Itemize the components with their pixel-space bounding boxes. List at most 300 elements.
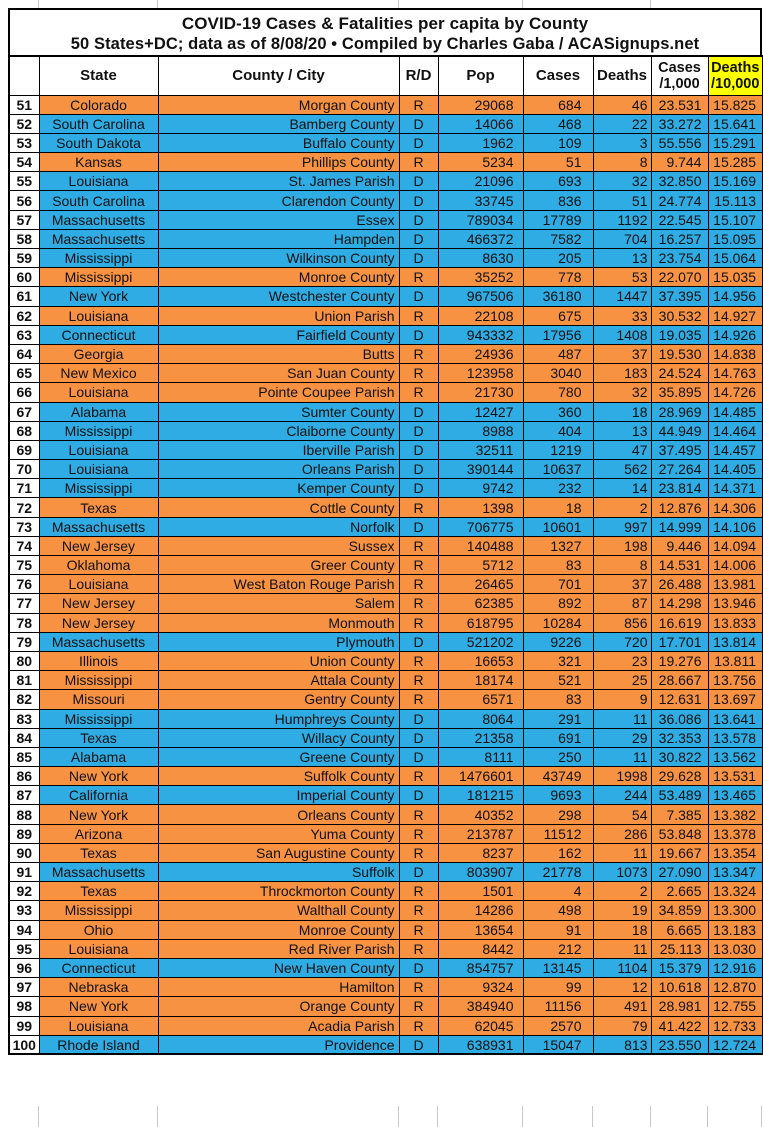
- deaths-cell: 32: [593, 383, 651, 402]
- party-cell: D: [399, 249, 438, 268]
- table-row: [9, 805, 763, 824]
- county-cell: Monroe County: [158, 268, 399, 287]
- cases-cell: 51: [523, 153, 593, 172]
- party-cell: R: [399, 997, 438, 1016]
- party-cell: R: [399, 498, 438, 517]
- deaths-per-10000-cell: 13.946: [708, 594, 763, 613]
- state-cell: Massachusetts: [39, 863, 158, 882]
- state-cell: Massachusetts: [39, 210, 158, 229]
- rank-cell: 64: [9, 344, 39, 363]
- deaths-cell: 813: [593, 1035, 651, 1054]
- county-cell: Throckmorton County: [158, 882, 399, 901]
- party-cell: D: [399, 191, 438, 210]
- table-row: [9, 556, 763, 575]
- pop-cell: 1398: [438, 498, 523, 517]
- cases-cell: 892: [523, 594, 593, 613]
- pop-cell: 21730: [438, 383, 523, 402]
- party-cell: R: [399, 978, 438, 997]
- deaths-cell: 2: [593, 882, 651, 901]
- rank-cell: 92: [9, 882, 39, 901]
- rank-cell: 74: [9, 536, 39, 555]
- deaths-per-10000-cell: 13.300: [708, 901, 763, 920]
- county-cell: Greer County: [158, 556, 399, 575]
- deaths-per-10000-cell: 13.578: [708, 728, 763, 747]
- party-cell: R: [399, 767, 438, 786]
- deaths-per-10000-cell: 15.113: [708, 191, 763, 210]
- deaths-cell: 11: [593, 843, 651, 862]
- table-row: [9, 364, 763, 383]
- cases-cell: 836: [523, 191, 593, 210]
- county-cell: Clarendon County: [158, 191, 399, 210]
- rank-cell: 84: [9, 728, 39, 747]
- state-cell: Massachusetts: [39, 229, 158, 248]
- deaths-per-10000-cell: 14.726: [708, 383, 763, 402]
- pop-cell: 1476601: [438, 767, 523, 786]
- state-cell: Massachusetts: [39, 517, 158, 536]
- party-cell: R: [399, 901, 438, 920]
- deaths-per-10000-cell: 13.354: [708, 843, 763, 862]
- cases-cell: 487: [523, 344, 593, 363]
- deaths-per-10000-cell: 13.756: [708, 671, 763, 690]
- cases-cell: 250: [523, 747, 593, 766]
- cases-cell: 212: [523, 939, 593, 958]
- deaths-per-10000-cell: 14.405: [708, 460, 763, 479]
- deaths-per-10000-cell: 14.763: [708, 364, 763, 383]
- pop-cell: 32511: [438, 440, 523, 459]
- rank-cell: 93: [9, 901, 39, 920]
- deaths-per-10000-cell: 15.291: [708, 133, 763, 152]
- table-row: [9, 114, 763, 133]
- cases-per-1000-cell: 32.353: [651, 728, 708, 747]
- rank-cell: 78: [9, 613, 39, 632]
- cases-per-1000-cell: 28.981: [651, 997, 708, 1016]
- deaths-cell: 25: [593, 671, 651, 690]
- table-row: [9, 709, 763, 728]
- county-cell: Bamberg County: [158, 114, 399, 133]
- pop-cell: 9324: [438, 978, 523, 997]
- party-cell: R: [399, 95, 438, 114]
- party-cell: D: [399, 172, 438, 191]
- table-row: [9, 306, 763, 325]
- rank-cell: 65: [9, 364, 39, 383]
- deaths-per-10000-cell: 13.811: [708, 651, 763, 670]
- pop-cell: 21358: [438, 728, 523, 747]
- party-cell: D: [399, 786, 438, 805]
- rank-cell: 58: [9, 229, 39, 248]
- party-cell: D: [399, 728, 438, 747]
- party-cell: R: [399, 882, 438, 901]
- cases-cell: 18: [523, 498, 593, 517]
- party-cell: D: [399, 402, 438, 421]
- pop-cell: 8064: [438, 709, 523, 728]
- table-row: [9, 153, 763, 172]
- rank-cell: 61: [9, 287, 39, 306]
- cases-per-1000-cell: 33.272: [651, 114, 708, 133]
- rank-cell: 62: [9, 306, 39, 325]
- cases-cell: 17789: [523, 210, 593, 229]
- deaths-cell: 33: [593, 306, 651, 325]
- party-cell: D: [399, 133, 438, 152]
- table-row: [9, 882, 763, 901]
- deaths-cell: 37: [593, 575, 651, 594]
- cases-cell: 83: [523, 690, 593, 709]
- cases-cell: 9693: [523, 786, 593, 805]
- deaths-cell: 856: [593, 613, 651, 632]
- pop-cell: 12427: [438, 402, 523, 421]
- party-cell: R: [399, 268, 438, 287]
- party-cell: R: [399, 613, 438, 632]
- table-row: [9, 767, 763, 786]
- table-row: [9, 402, 763, 421]
- county-cell: Greene County: [158, 747, 399, 766]
- pop-cell: 24936: [438, 344, 523, 363]
- county-cell: Morgan County: [158, 95, 399, 114]
- table-row: [9, 901, 763, 920]
- deaths-per-10000-cell: 13.562: [708, 747, 763, 766]
- deaths-cell: 53: [593, 268, 651, 287]
- table-row: [9, 287, 763, 306]
- deaths-cell: 491: [593, 997, 651, 1016]
- cases-per-1000-cell: 22.545: [651, 210, 708, 229]
- pop-cell: 213787: [438, 824, 523, 843]
- cases-cell: 232: [523, 479, 593, 498]
- table-row: [9, 536, 763, 555]
- deaths-per-10000-cell: 12.870: [708, 978, 763, 997]
- state-cell: Louisiana: [39, 172, 158, 191]
- state-cell: Mississippi: [39, 479, 158, 498]
- county-cell: Monmouth: [158, 613, 399, 632]
- cases-cell: 4: [523, 882, 593, 901]
- deaths-cell: 37: [593, 344, 651, 363]
- county-cell: Essex: [158, 210, 399, 229]
- table-row: [9, 95, 763, 114]
- cases-per-1000-cell: 16.257: [651, 229, 708, 248]
- party-cell: D: [399, 517, 438, 536]
- deaths-per-10000-cell: 13.697: [708, 690, 763, 709]
- rank-cell: 55: [9, 172, 39, 191]
- table-row: [9, 920, 763, 939]
- pop-cell: 35252: [438, 268, 523, 287]
- rank-cell: 79: [9, 632, 39, 651]
- gridline-stub: [707, 1106, 708, 1127]
- cases-cell: 43749: [523, 767, 593, 786]
- rank-cell: 100: [9, 1035, 39, 1054]
- cases-cell: 321: [523, 651, 593, 670]
- cases-per-1000-cell: 22.070: [651, 268, 708, 287]
- rank-cell: 82: [9, 690, 39, 709]
- county-cell: Humphreys County: [158, 709, 399, 728]
- header-deaths-per-10000-line2: /10,000: [711, 75, 760, 92]
- table-title-block: [8, 8, 762, 55]
- rank-cell: 90: [9, 843, 39, 862]
- party-cell: D: [399, 632, 438, 651]
- deaths-per-10000-cell: 14.926: [708, 325, 763, 344]
- pop-cell: 62045: [438, 1016, 523, 1035]
- deaths-cell: 8: [593, 556, 651, 575]
- deaths-cell: 54: [593, 805, 651, 824]
- party-cell: D: [399, 114, 438, 133]
- deaths-per-10000-cell: 13.531: [708, 767, 763, 786]
- header-rank: [9, 56, 39, 95]
- state-cell: Mississippi: [39, 421, 158, 440]
- party-cell: R: [399, 536, 438, 555]
- table-row: [9, 978, 763, 997]
- state-cell: New Jersey: [39, 594, 158, 613]
- cases-per-1000-cell: 19.276: [651, 651, 708, 670]
- party-cell: R: [399, 344, 438, 363]
- pop-cell: 9742: [438, 479, 523, 498]
- pop-cell: 789034: [438, 210, 523, 229]
- deaths-per-10000-cell: 15.095: [708, 229, 763, 248]
- deaths-per-10000-cell: 14.094: [708, 536, 763, 555]
- rank-cell: 88: [9, 805, 39, 824]
- pop-cell: 706775: [438, 517, 523, 536]
- deaths-cell: 3: [593, 133, 651, 152]
- cases-cell: 693: [523, 172, 593, 191]
- cases-cell: 780: [523, 383, 593, 402]
- county-cell: St. James Parish: [158, 172, 399, 191]
- header-deaths-per-10000-line1: Deaths: [711, 59, 760, 76]
- gridline-stub: [522, 0, 523, 8]
- deaths-per-10000-cell: 14.371: [708, 479, 763, 498]
- state-cell: Mississippi: [39, 671, 158, 690]
- table-row: [9, 728, 763, 747]
- state-cell: Mississippi: [39, 709, 158, 728]
- table-row: [9, 383, 763, 402]
- party-cell: R: [399, 920, 438, 939]
- pop-cell: 181215: [438, 786, 523, 805]
- deaths-cell: 997: [593, 517, 651, 536]
- cases-per-1000-cell: 19.035: [651, 325, 708, 344]
- county-cell: Hamilton: [158, 978, 399, 997]
- deaths-cell: 47: [593, 440, 651, 459]
- deaths-cell: 704: [593, 229, 651, 248]
- party-cell: R: [399, 671, 438, 690]
- state-cell: Massachusetts: [39, 632, 158, 651]
- state-cell: South Dakota: [39, 133, 158, 152]
- party-cell: R: [399, 556, 438, 575]
- rank-cell: 97: [9, 978, 39, 997]
- rank-cell: 85: [9, 747, 39, 766]
- deaths-per-10000-cell: 14.956: [708, 287, 763, 306]
- table-row: [9, 997, 763, 1016]
- gridline-stub: [398, 0, 399, 8]
- pop-cell: 22108: [438, 306, 523, 325]
- deaths-cell: 79: [593, 1016, 651, 1035]
- pop-cell: 62385: [438, 594, 523, 613]
- cases-per-1000-cell: 34.859: [651, 901, 708, 920]
- pop-cell: 8988: [438, 421, 523, 440]
- state-cell: Louisiana: [39, 575, 158, 594]
- county-cell: Imperial County: [158, 786, 399, 805]
- cases-cell: 684: [523, 95, 593, 114]
- rank-cell: 63: [9, 325, 39, 344]
- county-cell: Orleans County: [158, 805, 399, 824]
- rank-cell: 95: [9, 939, 39, 958]
- state-cell: Louisiana: [39, 383, 158, 402]
- header-county: County / City: [158, 56, 399, 95]
- deaths-per-10000-cell: 14.485: [708, 402, 763, 421]
- cases-per-1000-cell: 14.298: [651, 594, 708, 613]
- pop-cell: 8111: [438, 747, 523, 766]
- pop-cell: 390144: [438, 460, 523, 479]
- party-cell: R: [399, 594, 438, 613]
- rank-cell: 76: [9, 575, 39, 594]
- cases-per-1000-cell: 19.530: [651, 344, 708, 363]
- gridline-stub: [437, 1106, 438, 1127]
- party-cell: D: [399, 325, 438, 344]
- deaths-cell: 46: [593, 95, 651, 114]
- party-cell: D: [399, 958, 438, 977]
- table-subtitle: 50 States+DC; data as of 8/08/20 • Compiled by Charles Gaba / ACASignups.net: [70, 35, 700, 53]
- county-cell: Walthall County: [158, 901, 399, 920]
- county-cell: San Augustine County: [158, 843, 399, 862]
- rank-cell: 87: [9, 786, 39, 805]
- deaths-cell: 9: [593, 690, 651, 709]
- cases-per-1000-cell: 27.090: [651, 863, 708, 882]
- deaths-cell: 720: [593, 632, 651, 651]
- county-cell: Union Parish: [158, 306, 399, 325]
- deaths-cell: 244: [593, 786, 651, 805]
- deaths-per-10000-cell: 15.641: [708, 114, 763, 133]
- table-row: [9, 843, 763, 862]
- header-cases-per-1000-line2: /1,000: [659, 75, 700, 92]
- deaths-per-10000-cell: 13.814: [708, 632, 763, 651]
- deaths-cell: 87: [593, 594, 651, 613]
- rank-cell: 75: [9, 556, 39, 575]
- cases-per-1000-cell: 10.618: [651, 978, 708, 997]
- table-row: [9, 958, 763, 977]
- party-cell: R: [399, 690, 438, 709]
- state-cell: Mississippi: [39, 268, 158, 287]
- gridline-stub: [522, 1106, 523, 1127]
- table-row: [9, 325, 763, 344]
- deaths-cell: 29: [593, 728, 651, 747]
- rank-cell: 81: [9, 671, 39, 690]
- covid-county-table: [8, 55, 763, 1055]
- table-row: [9, 229, 763, 248]
- state-cell: South Carolina: [39, 191, 158, 210]
- state-cell: Mississippi: [39, 901, 158, 920]
- deaths-cell: 1408: [593, 325, 651, 344]
- county-cell: Orange County: [158, 997, 399, 1016]
- pop-cell: 140488: [438, 536, 523, 555]
- county-cell: Yuma County: [158, 824, 399, 843]
- deaths-cell: 18: [593, 402, 651, 421]
- county-cell: Union County: [158, 651, 399, 670]
- table-row: [9, 863, 763, 882]
- county-cell: Fairfield County: [158, 325, 399, 344]
- table-row: [9, 594, 763, 613]
- rank-cell: 80: [9, 651, 39, 670]
- county-cell: Pointe Coupee Parish: [158, 383, 399, 402]
- state-cell: New Jersey: [39, 536, 158, 555]
- deaths-cell: 2: [593, 498, 651, 517]
- pop-cell: 1962: [438, 133, 523, 152]
- cases-cell: 675: [523, 306, 593, 325]
- gridline-stub: [650, 0, 651, 8]
- cases-cell: 10601: [523, 517, 593, 536]
- header-cases-per-1000-line1: Cases: [658, 59, 701, 76]
- table-row: [9, 440, 763, 459]
- cases-cell: 701: [523, 575, 593, 594]
- deaths-per-10000-cell: 14.457: [708, 440, 763, 459]
- gridline-stub: [157, 0, 158, 8]
- cases-cell: 1327: [523, 536, 593, 555]
- party-cell: D: [399, 210, 438, 229]
- table-row: [9, 344, 763, 363]
- header-deaths: Deaths: [593, 56, 651, 95]
- cases-cell: 7582: [523, 229, 593, 248]
- table-row: [9, 651, 763, 670]
- cases-cell: 15047: [523, 1035, 593, 1054]
- county-cell: Iberville Parish: [158, 440, 399, 459]
- deaths-cell: 18: [593, 920, 651, 939]
- pop-cell: 943332: [438, 325, 523, 344]
- pop-cell: 8630: [438, 249, 523, 268]
- cases-cell: 10284: [523, 613, 593, 632]
- cases-per-1000-cell: 6.665: [651, 920, 708, 939]
- rank-cell: 51: [9, 95, 39, 114]
- party-cell: R: [399, 805, 438, 824]
- deaths-cell: 11: [593, 747, 651, 766]
- cases-per-1000-cell: 23.531: [651, 95, 708, 114]
- party-cell: R: [399, 575, 438, 594]
- cases-per-1000-cell: 30.822: [651, 747, 708, 766]
- county-cell: Hampden: [158, 229, 399, 248]
- rank-cell: 96: [9, 958, 39, 977]
- cases-cell: 404: [523, 421, 593, 440]
- state-cell: Louisiana: [39, 1016, 158, 1035]
- cases-per-1000-cell: 24.774: [651, 191, 708, 210]
- party-cell: D: [399, 863, 438, 882]
- rank-cell: 68: [9, 421, 39, 440]
- pop-cell: 21096: [438, 172, 523, 191]
- cases-per-1000-cell: 26.488: [651, 575, 708, 594]
- county-cell: Westchester County: [158, 287, 399, 306]
- state-cell: Arizona: [39, 824, 158, 843]
- cases-per-1000-cell: 32.850: [651, 172, 708, 191]
- cases-per-1000-cell: 36.086: [651, 709, 708, 728]
- county-cell: Butts: [158, 344, 399, 363]
- state-cell: Illinois: [39, 651, 158, 670]
- deaths-per-10000-cell: 12.724: [708, 1035, 763, 1054]
- rank-cell: 91: [9, 863, 39, 882]
- state-cell: Louisiana: [39, 440, 158, 459]
- party-cell: R: [399, 939, 438, 958]
- party-cell: R: [399, 383, 438, 402]
- state-cell: New York: [39, 767, 158, 786]
- pop-cell: 618795: [438, 613, 523, 632]
- state-cell: New York: [39, 805, 158, 824]
- county-cell: West Baton Rouge Parish: [158, 575, 399, 594]
- cases-cell: 11156: [523, 997, 593, 1016]
- deaths-per-10000-cell: 13.382: [708, 805, 763, 824]
- deaths-per-10000-cell: 12.755: [708, 997, 763, 1016]
- table-body: [9, 95, 763, 1054]
- deaths-per-10000-cell: 15.107: [708, 210, 763, 229]
- rank-cell: 94: [9, 920, 39, 939]
- county-cell: Providence: [158, 1035, 399, 1054]
- deaths-cell: 13: [593, 421, 651, 440]
- state-cell: Missouri: [39, 690, 158, 709]
- cases-per-1000-cell: 7.385: [651, 805, 708, 824]
- cases-per-1000-cell: 9.446: [651, 536, 708, 555]
- cases-per-1000-cell: 9.744: [651, 153, 708, 172]
- cases-per-1000-cell: 23.754: [651, 249, 708, 268]
- cases-cell: 91: [523, 920, 593, 939]
- state-cell: Nebraska: [39, 978, 158, 997]
